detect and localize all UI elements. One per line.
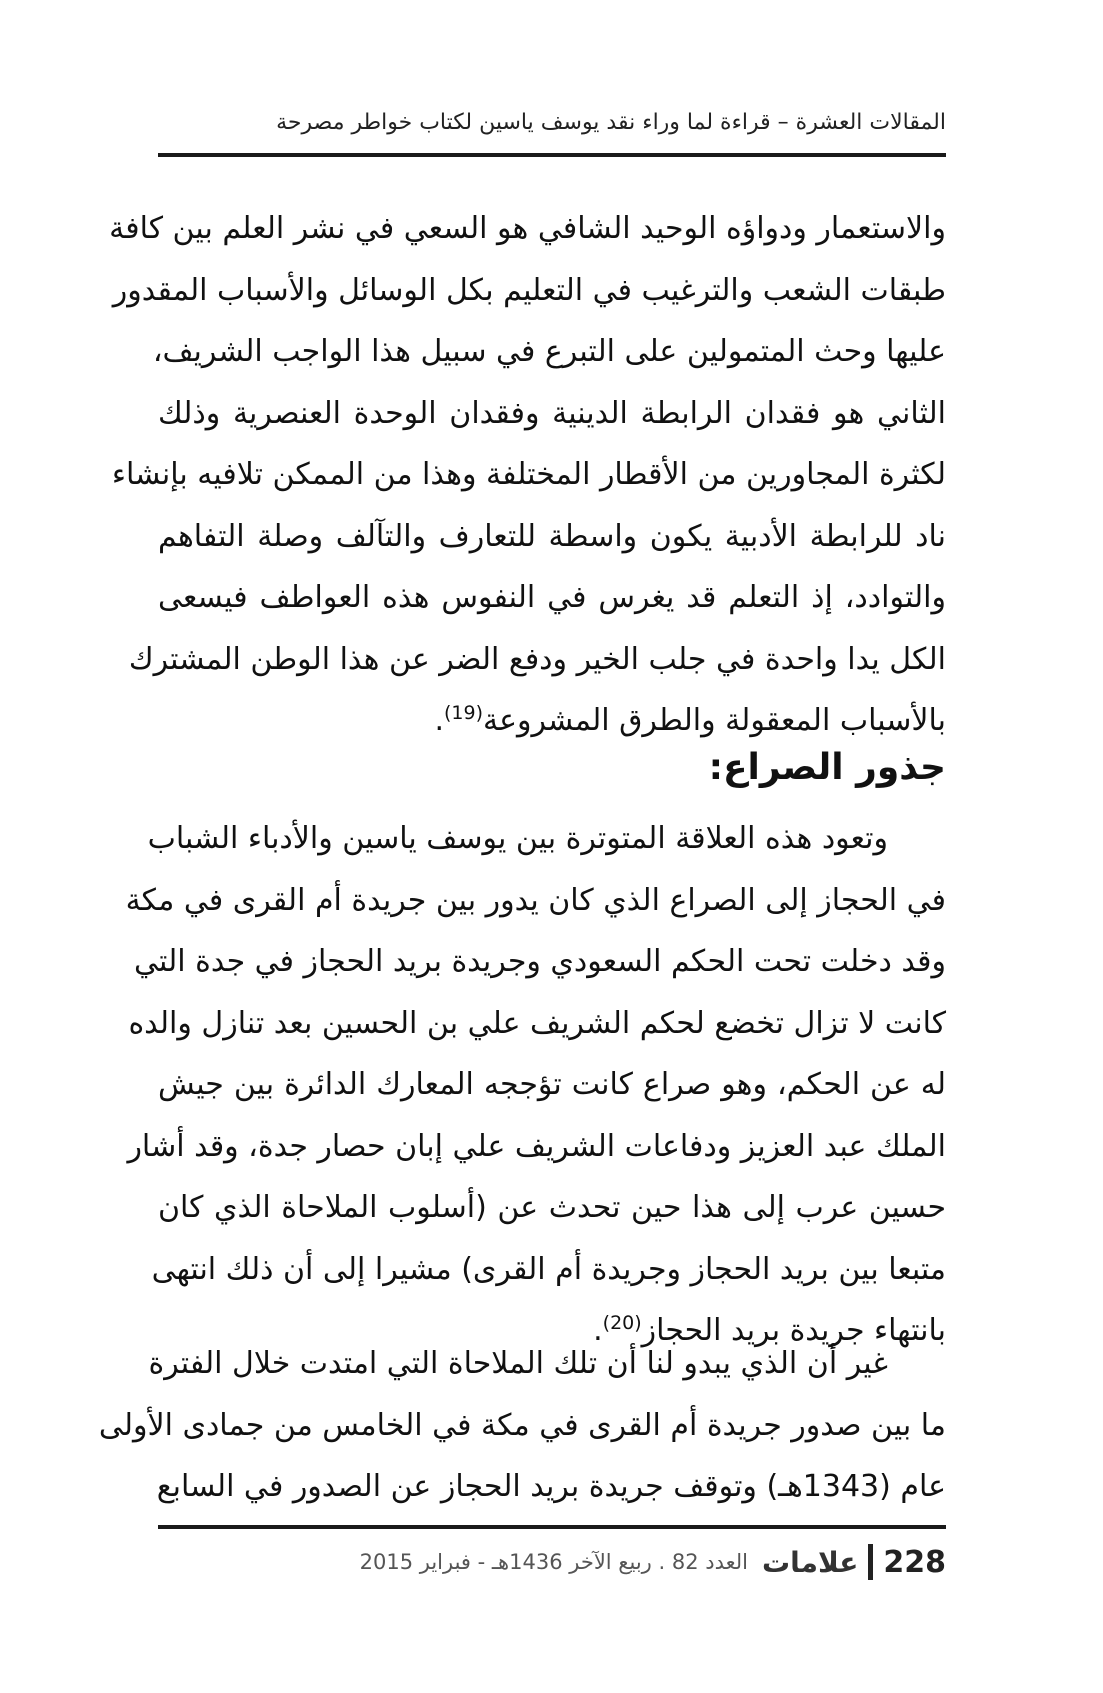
text-line-content: بانتهاء جريدة بريد الحجاز (641, 1313, 946, 1348)
end-punctuation: . (593, 1313, 603, 1348)
footnote-reference-19[interactable]: (19) (443, 702, 484, 724)
text-line-content: بالأسباب المعقولة والطرق المشروعة (483, 703, 946, 738)
text-line: الكل يدا واحدة في جلب الخير ودفع الضر عن هذا الوطن المشترك (128, 641, 946, 677)
text-line: كانت لا تزال تخضع لحكم الشريف علي بن الحسين بعد تنازل والده (128, 1005, 946, 1041)
text-line: ناد للرابطة الأدبية يكون واسطة للتعارف والتآلف وصلة التفاهم (158, 518, 946, 554)
text-line: عليها وحث المتمولين على التبرع في سبيل هذا الواجب الشريف، (152, 334, 946, 369)
text-line: غير أن الذي يبدو لنا أن تلك الملاحاة التي امتدت خلال الفترة (148, 1346, 888, 1381)
text-line: حسين عرب إلى هذا حين تحدث عن (أسلوب الملاحاة الذي كان (158, 1190, 946, 1225)
end-punctuation: . (434, 703, 444, 738)
text-line: عام (1343هـ) وتوقف جريدة بريد الحجاز عن الصدور في السابع (156, 1469, 946, 1504)
section-heading: جذور الصراع: (708, 747, 946, 788)
text-line: والتوادد، إذ التعلم قد يغرس في النفوس هذه العواطف فيسعى (158, 580, 946, 615)
footnote-reference-20[interactable]: (20) (602, 1312, 642, 1334)
text-line: في الحجاز إلى الصراع الذي كان يدور بين جريدة أم القرى في مكة (125, 882, 946, 918)
page-number: 228 (883, 1544, 946, 1580)
text-line: لكثرة المجاورين من الأقطار المختلفة وهذا من الممكن تلافيه بإنشاء (111, 457, 946, 492)
text-line: متبعا بين بريد الحجاز وجريدة أم القرى) مشيرا إلى أن ذلك انتهى (151, 1251, 946, 1287)
footer-rule (158, 1525, 946, 1529)
text-line: الثاني هو فقدان الرابطة الدينية وفقدان الوحدة العنصرية وذلك (158, 395, 946, 431)
text-line: طبقات الشعب والترغيب في التعليم بكل الوسائل والأسباب المقدور (112, 272, 946, 308)
paragraph-3 (98, 1333, 946, 1518)
text-line: ما بين صدور جريدة أم القرى في مكة في الخامس من جمادى الأولى (98, 1407, 946, 1443)
text-line: وتعود هذه العلاقة المتوترة بين يوسف ياسين والأدباء الشباب (147, 821, 888, 856)
text-line: وقد دخلت تحت الحكم السعودي وجريدة بريد الحجاز في جدة التي (134, 944, 946, 979)
paragraph-2 (125, 808, 946, 1362)
page-footer (300, 1540, 946, 1584)
journal-logo: علامات (762, 1545, 859, 1579)
text-line: والاستعمار ودواؤه الوحيد الشافي هو السعي في نشر العلم بين كافة (109, 211, 946, 246)
text-line: له عن الحكم، وهو صراع كانت تؤججه المعارك الدائرة بين جيش (158, 1067, 946, 1102)
footer-separator (868, 1544, 873, 1580)
paragraph-1 (109, 198, 946, 752)
issue-info: العدد 82 . ربيع الآخر 1436هـ - فبراير 2015 (359, 1550, 748, 1574)
text-line: الملك عبد العزيز ودفاعات الشريف علي إبان حصار جدة، وقد أشار (127, 1128, 946, 1164)
running-header-title: المقالات العشرة – قراءة لما وراء نقد يوسف ياسين لكتاب خواطر مصرحة (276, 110, 946, 135)
header-rule (158, 153, 946, 157)
